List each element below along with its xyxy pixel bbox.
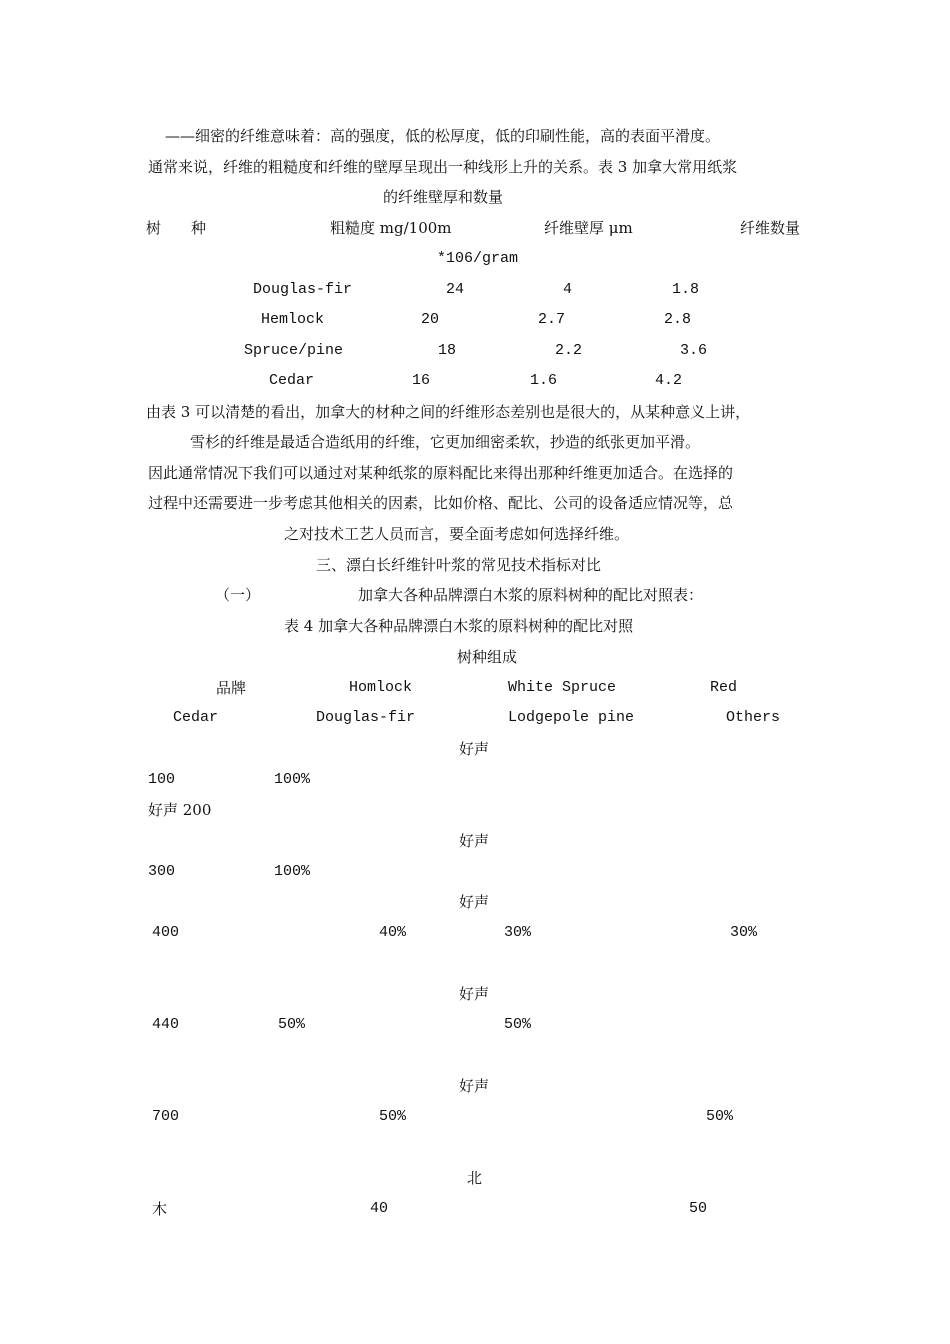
paragraph-coarseness: 通常来说，纤维的粗糙度和纤维的壁厚呈现出一种线形上升的关系。表 3 加拿大常用纸浆 [148, 158, 738, 176]
table4-brand: 好声 [459, 893, 490, 911]
table4-cell: 50% [706, 1108, 734, 1125]
section-heading: 三、漂白长纤维针叶浆的常见技术指标对比 [316, 556, 602, 574]
table4-brand-num: 440 [152, 1016, 180, 1033]
paragraph-selection-end: 之对技术工艺人员而言，要全面考虑如何选择纤维。 [284, 525, 630, 543]
paragraph-fiber-density: ——细密的纤维意味着：高的强度，低的松厚度，低的印刷性能，高的表面平滑度。 [165, 127, 721, 145]
table3-cell: 3.6 [680, 342, 708, 359]
table4-brand: 好声 200 [148, 801, 212, 819]
table4-brand: 北 [467, 1169, 483, 1187]
table3-cell: 2.2 [555, 342, 583, 359]
table4-cell: 50% [278, 1016, 306, 1033]
table4-cell: 30% [504, 924, 532, 941]
table3-unit-line: *106/gram [437, 250, 519, 267]
table4-brand: 好声 [459, 1077, 490, 1095]
table3-cell: 24 [446, 281, 465, 298]
table4-brand-num: 400 [152, 924, 180, 941]
table4-brand-num: 700 [152, 1108, 180, 1125]
table4-header: Cedar [173, 709, 219, 726]
table3-cell: 2.7 [538, 311, 566, 328]
paragraph-selection-cont: 过程中还需要进一步考虑其他相关的因素，比如价格、配比、公司的设备适应情况等，总 [148, 494, 734, 512]
table3-cell: Hemlock [261, 311, 325, 328]
table3-header-coarseness: 粗糙度 mg/100m [330, 219, 452, 237]
table4-cell: 100% [274, 863, 311, 880]
table4-brand-num: 木 [152, 1200, 168, 1218]
table4-brand: 好声 [459, 832, 490, 850]
table4-header: Douglas-fir [316, 709, 416, 726]
table4-header: White Spruce [508, 679, 617, 696]
table4-brand: 好声 [459, 740, 490, 758]
table4-cell: 50% [504, 1016, 532, 1033]
table3-cell: 1.6 [530, 372, 558, 389]
table3-cell: 20 [421, 311, 440, 328]
table4-group-header: 树种组成 [457, 648, 518, 666]
table4-cell: 50 [689, 1200, 708, 1217]
table3-header-wall: 纤维壁厚 μm [544, 219, 633, 237]
table3-cell: Douglas-fir [253, 281, 353, 298]
subsection-title: 加拿大各种品牌漂白木浆的原料树种的配比对照表： [358, 586, 704, 604]
table4-title: 表 4 加拿大各种品牌漂白木浆的原料树种的配比对照 [284, 617, 634, 635]
table3-cell: 4 [563, 281, 573, 298]
table3-cell: 18 [438, 342, 457, 359]
table3-header-count: 纤维数量 [740, 219, 801, 237]
table3-cell: 2.8 [664, 311, 692, 328]
table4-header: Lodgepole pine [508, 709, 635, 726]
table3-cell: Cedar [269, 372, 315, 389]
table4-header: Others [726, 709, 781, 726]
table4-cell: 100% [274, 771, 311, 788]
table3-cell: 4.2 [655, 372, 683, 389]
table4-header: Homlock [349, 679, 413, 696]
paragraph-analysis: 由表 3 可以清楚的看出，加拿大的材种之间的纤维形态差别也是很大的，从某种意义上讲， [146, 403, 751, 421]
table3-cell: Spruce/pine [244, 342, 344, 359]
table4-header: Red [710, 679, 738, 696]
table4-cell: 50% [379, 1108, 407, 1125]
table4-brand-num: 100 [148, 771, 176, 788]
table4-brand: 好声 [459, 985, 490, 1003]
table4-cell: 40% [379, 924, 407, 941]
table3-cell: 16 [412, 372, 431, 389]
paragraph-coarseness-cont: 的纤维壁厚和数量 [383, 188, 504, 206]
table4-cell: 40 [370, 1200, 389, 1217]
table4-brand-num: 300 [148, 863, 176, 880]
table3-header-species: 树 种 [146, 219, 207, 237]
table3-cell: 1.8 [672, 281, 700, 298]
paragraph-analysis-cont: 雪杉的纤维是最适合造纸用的纤维，它更加细密柔软，抄造的纸张更加平滑。 [190, 433, 701, 451]
table4-header: 品牌 [216, 679, 247, 697]
subsection-number: （一） [215, 586, 261, 604]
table4-cell: 30% [730, 924, 758, 941]
paragraph-selection: 因此通常情况下我们可以通过对某种纸浆的原料配比来得出那种纤维更加适合。在选择的 [148, 464, 734, 482]
